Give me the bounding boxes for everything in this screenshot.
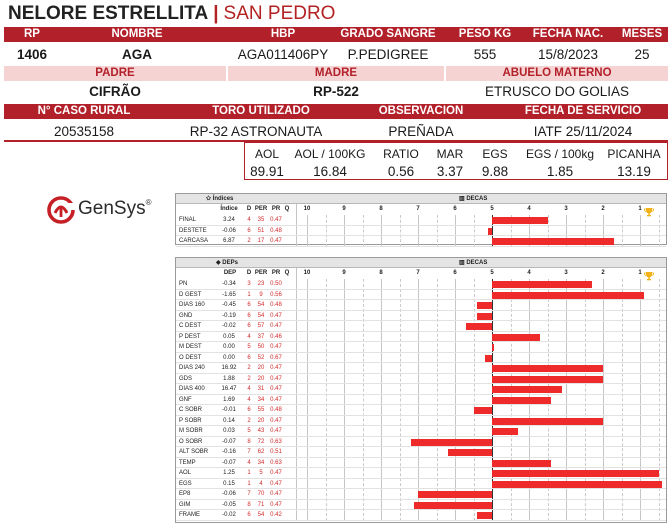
deps-deca-bar: [492, 470, 659, 477]
deps-row-pr: 0.47: [270, 480, 282, 487]
deps-row-value: -0.07: [222, 459, 236, 466]
deps-row-value: 1.69: [223, 396, 235, 403]
page-title: [8, 3, 335, 25]
deps-row-per: 20: [257, 417, 265, 424]
value-fecha-nac: 15/8/2023: [537, 47, 599, 62]
deps-row-label: C DEST: [179, 323, 202, 329]
deps-row-pr: 0.47: [270, 428, 282, 434]
measure-label-picanha: PICANHA: [607, 147, 661, 161]
deps-row: [176, 290, 666, 301]
deps-row-value: 0.14: [223, 417, 235, 424]
deps-row-label: PN: [179, 281, 188, 287]
deps-deca-tick-4: 4: [527, 270, 531, 276]
indices-deca-tick-1: 1: [638, 206, 642, 212]
deps-row-per: 20: [257, 365, 265, 371]
deps-decas-header: ▥ DECAS: [459, 260, 488, 266]
measure-value-egs: 9.88: [481, 164, 509, 179]
indices-deca-tick-5: 5: [490, 206, 494, 212]
deps-row-per: 5: [259, 470, 263, 476]
deps-deca-bar: [485, 355, 492, 362]
deps-row-per: 70: [257, 491, 265, 497]
measure-label-egs-100kg: EGS / 100kg: [525, 147, 595, 161]
deps-row-d: 6: [247, 354, 251, 361]
deps-row-value: 0.00: [223, 354, 235, 361]
deps-row: [176, 300, 666, 311]
indices-col-indice: Índice: [220, 206, 238, 212]
deps-row-value: -0.45: [222, 302, 236, 308]
deps-row-value: -0.19: [222, 312, 236, 319]
indices-row-value: 3.24: [223, 217, 235, 223]
deps-row-d: 2: [247, 375, 251, 382]
deps-row-label: DIAS 240: [179, 365, 205, 371]
deps-row-pr: 0.50: [270, 281, 282, 287]
deps-col-pr: PR: [271, 270, 281, 276]
deps-deca-bar: [492, 397, 551, 404]
deps-row-label: DIAS 160: [179, 302, 205, 308]
indices-col-per: PER: [254, 206, 268, 212]
measure-label-aol: AOL: [254, 147, 279, 161]
deps-row-pr: 0.47: [270, 323, 282, 329]
measure-value-ratio: 0.56: [387, 164, 415, 179]
deps-row-d: 7: [247, 491, 251, 497]
indices-row-value: 6.87: [223, 238, 235, 244]
deps-row-per: 9: [259, 291, 263, 298]
deps-row: [176, 363, 666, 374]
deps-row-d: 8: [247, 438, 251, 445]
value-nombre: AGA: [122, 47, 152, 62]
indices-row-label: FINAL: [179, 217, 197, 223]
value-abuelo-materno: ETRUSCO DO GOLIAS: [484, 84, 630, 99]
indices-trophy-icon: [644, 204, 654, 214]
deps-row-pr: 0.42: [270, 512, 282, 518]
value-fecha-servicio: IATF 25/11/2024: [533, 124, 633, 139]
indices-col-q: Q: [284, 206, 290, 212]
deps-deca-bar: [492, 386, 562, 393]
deps-row: [176, 489, 666, 500]
deps-deca-bar: [492, 344, 494, 351]
deps-row-per: 34: [257, 459, 265, 466]
deps-row: [176, 353, 666, 364]
value-madre: RP-522: [313, 84, 359, 99]
deps-row-label: ALT SOBR: [179, 449, 209, 455]
deps-row-label: P SOBR: [179, 417, 202, 424]
label-peso: PESO KG: [458, 28, 512, 40]
deps-row-pr: 0.47: [270, 365, 282, 371]
deps-deca-bar: [492, 292, 644, 299]
deps-row: [176, 311, 666, 322]
deps-row-value: 0.00: [223, 344, 235, 350]
deps-row: [176, 447, 666, 458]
indices-deca-tick-3: 3: [564, 206, 568, 212]
indices-row-d: 4: [247, 217, 251, 223]
deps-row-value: 0.03: [223, 428, 235, 434]
indices-panel-header: [176, 194, 666, 204]
deps-row-pr: 0.47: [270, 396, 282, 403]
deps-row: [176, 437, 666, 448]
deps-row: [176, 468, 666, 479]
deps-panel: [175, 257, 667, 523]
deps-deca-tick-9: 9: [342, 270, 346, 276]
deps-row-value: 0.15: [223, 480, 235, 487]
deps-row: [176, 395, 666, 406]
deps-row-pr: 0.48: [270, 407, 282, 413]
service-header-band: [4, 104, 668, 119]
measure-label-mar: MAR: [436, 147, 464, 161]
deps-deca-bar: [477, 512, 492, 519]
deps-row-value: 1.88: [223, 375, 235, 382]
deps-deca-bar: [418, 491, 492, 498]
indices-row-per: 51: [257, 227, 265, 234]
deps-row-label: D GEST: [179, 291, 202, 298]
deps-deca-bar: [414, 502, 492, 509]
deps-deca-tick-5: 5: [490, 270, 494, 276]
deps-row-label: GDS: [179, 375, 193, 382]
deps-row: [176, 500, 666, 511]
value-padre: CIFRÃO: [89, 84, 141, 99]
deps-row-per: 71: [257, 501, 265, 508]
deps-row-value: -0.01: [222, 407, 236, 413]
deps-deca-tick-7: 7: [416, 270, 420, 276]
deps-row-pr: 0.63: [270, 459, 282, 466]
deps-row-per: 57: [257, 323, 265, 329]
deps-row-label: M DEST: [179, 344, 202, 350]
deps-row-value: -0.34: [222, 281, 236, 287]
value-observacion: PREÑADA: [388, 124, 454, 139]
deps-row: [176, 332, 666, 343]
deps-row-per: 72: [257, 438, 265, 445]
indices-panel-title: ✩ Índices: [206, 196, 234, 202]
deps-row-pr: 0.67: [270, 354, 282, 361]
deps-row-d: 6: [247, 312, 251, 319]
measure-label-egs: EGS: [482, 147, 508, 161]
measure-value-egs-100kg: 1.85: [546, 164, 574, 179]
indices-row-label: DESTETE: [179, 227, 207, 234]
deps-row-d: 5: [247, 344, 251, 350]
indices-row-label: CARCASA: [179, 238, 209, 244]
deps-deca-bar: [477, 302, 492, 309]
deps-row-d: 6: [247, 407, 251, 413]
deps-row: [176, 458, 666, 469]
deps-row-d: 7: [247, 449, 251, 455]
deps-row-per: 4: [259, 480, 263, 487]
deps-row-pr: 0.63: [270, 438, 282, 445]
deps-row-label: EGS: [179, 480, 192, 487]
deps-row: [176, 426, 666, 437]
deps-row-label: C SOBR: [179, 407, 203, 413]
deps-row-per: 37: [257, 333, 265, 340]
deps-row-d: 4: [247, 396, 251, 403]
deps-row-value: 0.05: [223, 333, 235, 340]
abuelo-band: [446, 66, 668, 81]
gensys-registered-mark: ®: [145, 198, 152, 207]
deps-col-dep: DEP: [223, 270, 237, 276]
tag-icon: ◆: [216, 260, 221, 266]
deps-deca-bar: [477, 313, 492, 320]
deps-deca-bar: [492, 365, 603, 372]
indices-row-value: -0.06: [222, 227, 236, 234]
deps-row-d: 3: [247, 281, 251, 287]
indices-row-per: 17: [257, 238, 265, 244]
value-caso-rural: 20535158: [53, 124, 115, 139]
measure-value-picanha: 13.19: [617, 164, 651, 179]
deps-row-pr: 0.56: [270, 291, 282, 298]
indices-deca-bar: [488, 228, 492, 235]
deps-row-label: M SOBR: [179, 428, 203, 434]
deps-row-pr: 0.47: [270, 470, 282, 476]
value-hbp: AGA011406PY: [237, 47, 329, 62]
deps-row-pr: 0.47: [270, 491, 282, 497]
deps-deca-bar: [492, 418, 603, 425]
deps-row-d: 1: [247, 470, 251, 476]
indices-deca-tick-4: 4: [527, 206, 531, 212]
deps-row-value: -1.65: [222, 291, 236, 298]
deps-row-d: 4: [247, 459, 251, 466]
deps-row-label: GNF: [179, 396, 192, 403]
deps-row-pr: 0.47: [270, 312, 282, 319]
deps-row: [176, 374, 666, 385]
deps-panel-title: ◆ DEPs: [216, 260, 238, 266]
deps-row-pr: 0.47: [270, 344, 282, 350]
deps-row-d: 1: [247, 480, 251, 487]
deps-row-pr: 0.48: [270, 302, 282, 308]
indices-deca-tick-6: 6: [453, 206, 457, 212]
indices-row-d: 6: [247, 227, 251, 234]
deps-deca-bar: [448, 449, 492, 456]
deps-row-value: 16.47: [221, 386, 237, 392]
indices-deca-tick-8: 8: [379, 206, 383, 212]
deps-row-per: 54: [257, 312, 265, 319]
measure-label-ratio: RATIO: [383, 147, 419, 161]
deps-row-d: 2: [247, 417, 251, 424]
deps-deca-bar: [492, 460, 551, 467]
label-grado-sangre: GRADO SANGRE: [340, 28, 436, 40]
deps-row-per: 54: [257, 302, 265, 308]
deps-row-value: 16.92: [221, 365, 237, 371]
deps-row-pr: 0.47: [270, 417, 282, 424]
measure-label-aol-100kg: AOL / 100KG: [294, 147, 366, 161]
deps-deca-bar: [474, 407, 493, 414]
indices-deca-tick-10: 10: [303, 206, 311, 212]
indices-deca-bar: [492, 217, 548, 224]
deps-deca-bar: [492, 376, 603, 383]
indices-row-d: 2: [247, 238, 251, 244]
deps-row: [176, 342, 666, 353]
label-madre: MADRE: [314, 67, 358, 79]
deps-deca-bar: [411, 439, 492, 446]
deps-row-d: 8: [247, 501, 251, 508]
label-nombre: NOMBRE: [111, 28, 163, 40]
label-toro-utilizado: TORO UTILIZADO: [212, 105, 310, 117]
animal-breed-name: NELORE ESTRELLITA: [8, 3, 209, 24]
deps-col-per: PER: [254, 270, 268, 276]
deps-row-pr: 0.46: [270, 333, 282, 340]
deps-row-per: 34: [257, 396, 265, 403]
deps-row-pr: 0.47: [270, 501, 282, 508]
deps-row-value: -0.02: [222, 323, 236, 329]
deps-deca-bar: [492, 481, 662, 488]
label-fecha-nac: FECHA NAC.: [532, 28, 604, 40]
deps-row-d: 2: [247, 365, 251, 371]
measure-value-mar: 3.37: [436, 164, 464, 179]
label-rp: RP: [24, 28, 40, 40]
indices-col-d: D: [246, 206, 252, 212]
indices-row-pr: 0.47: [270, 217, 282, 223]
label-meses: MESES: [621, 28, 663, 40]
deps-trophy-icon: [644, 268, 654, 278]
deps-deca-tick-1: 1: [638, 270, 642, 276]
deps-row-pr: 0.51: [270, 449, 282, 455]
deps-deca-tick-2: 2: [601, 270, 605, 276]
deps-row-pr: 0.47: [270, 375, 282, 382]
indices-decas-header: ▥ DECAS: [459, 196, 488, 202]
measure-value-aol: 89.91: [250, 164, 284, 179]
value-meses: 25: [634, 47, 650, 62]
value-peso: 555: [473, 47, 497, 62]
deps-row-label: AOL: [179, 470, 192, 476]
label-observacion: OBSERVACION: [378, 105, 464, 117]
value-toro-utilizado: RP-32 ASTRONAUTA: [189, 124, 323, 139]
deps-row-d: 6: [247, 323, 251, 329]
deps-row-value: -0.02: [222, 512, 236, 518]
indices-row-per: 35: [257, 217, 265, 223]
deps-row: [176, 510, 666, 521]
deps-col-q: Q: [284, 270, 290, 276]
deps-row-value: -0.07: [222, 438, 236, 445]
deps-row-d: 4: [247, 386, 251, 392]
deps-row-label: O DEST: [179, 354, 202, 361]
title-separator: |: [213, 3, 219, 24]
deps-deca-tick-8: 8: [379, 270, 383, 276]
deps-row: [176, 405, 666, 416]
indices-row-pr: 0.48: [270, 227, 282, 234]
deps-col-d: D: [246, 270, 252, 276]
deps-deca-bar: [466, 323, 492, 330]
indices-col-pr: PR: [271, 206, 281, 212]
label-padre: PADRE: [95, 67, 135, 79]
farm-name: SAN PEDRO: [223, 3, 336, 24]
deps-row-value: -0.05: [222, 501, 236, 508]
deps-row: [176, 416, 666, 427]
value-rp: 1406: [16, 47, 48, 62]
label-fecha-servicio: FECHA DE SERVICIO: [524, 105, 642, 117]
label-caso-rural: N° CASO RURAL: [37, 105, 131, 117]
deps-row-per: 52: [257, 354, 265, 361]
gensys-logo-text: GenSys®: [78, 198, 152, 219]
deps-row-per: 55: [257, 407, 265, 413]
deps-panel-header: [176, 258, 666, 268]
deps-row-label: O SOBR: [179, 438, 203, 445]
measure-value-aol-100kg: 16.84: [313, 164, 347, 179]
deps-row-label: DIAS 400: [179, 386, 205, 392]
deps-deca-tick-6: 6: [453, 270, 457, 276]
indices-row: [176, 236, 666, 247]
deps-row-per: 43: [257, 428, 265, 434]
deps-row-per: 20: [257, 375, 265, 382]
deps-deca-tick-10: 10: [303, 270, 311, 276]
deps-row: [176, 384, 666, 395]
deps-row-label: EP8: [179, 491, 191, 497]
deps-row-per: 54: [257, 512, 265, 518]
value-grado-sangre: P.PEDIGREE: [347, 47, 429, 62]
label-abuelo-materno: ABUELO MATERNO: [502, 67, 612, 79]
indices-row: [176, 226, 666, 237]
indices-deca-tick-7: 7: [416, 206, 420, 212]
padre-band: [4, 66, 226, 81]
indices-deca-bar: [492, 238, 614, 245]
deps-row-label: GND: [179, 312, 193, 319]
deps-row-label: TEMP: [179, 459, 196, 466]
deps-row-per: 31: [257, 386, 265, 392]
deps-deca-bar: [492, 281, 592, 288]
deps-row-label: GIM: [179, 501, 191, 508]
deps-row-d: 6: [247, 512, 251, 518]
deps-row-value: -0.06: [222, 491, 236, 497]
gensys-logo: [46, 193, 166, 229]
deps-row-value: -0.16: [222, 449, 236, 455]
chart-icon: ▥: [459, 196, 465, 202]
animal-header-band: [4, 27, 668, 42]
label-hbp: HBP: [270, 28, 296, 40]
deps-row: [176, 321, 666, 332]
indices-panel: [175, 193, 667, 245]
deps-row: [176, 479, 666, 490]
deps-row-label: P DEST: [179, 333, 201, 340]
deps-row-per: 62: [257, 449, 265, 455]
deps-row-pr: 0.47: [270, 386, 282, 392]
carcass-measures-box: [244, 142, 668, 180]
deps-deca-bar: [492, 334, 540, 341]
indices-row-pr: 0.47: [270, 238, 282, 244]
deps-deca-tick-3: 3: [564, 270, 568, 276]
deps-row-d: 1: [247, 291, 251, 298]
deps-row-per: 23: [257, 281, 265, 287]
deps-row-value: 1.25: [223, 470, 235, 476]
gensys-logo-mark: [46, 195, 76, 225]
deps-row-d: 6: [247, 302, 251, 308]
deps-row-d: 4: [247, 333, 251, 340]
deps-row-per: 50: [257, 344, 265, 350]
deps-row-label: FRAME: [179, 512, 200, 518]
chart-icon: ▥: [459, 260, 465, 266]
indices-row: [176, 215, 666, 226]
deps-row: [176, 279, 666, 290]
indices-deca-tick-9: 9: [342, 206, 346, 212]
madre-band: [228, 66, 444, 81]
deps-row-d: 5: [247, 428, 251, 434]
deps-deca-bar: [492, 428, 518, 435]
indices-deca-tick-2: 2: [601, 206, 605, 212]
